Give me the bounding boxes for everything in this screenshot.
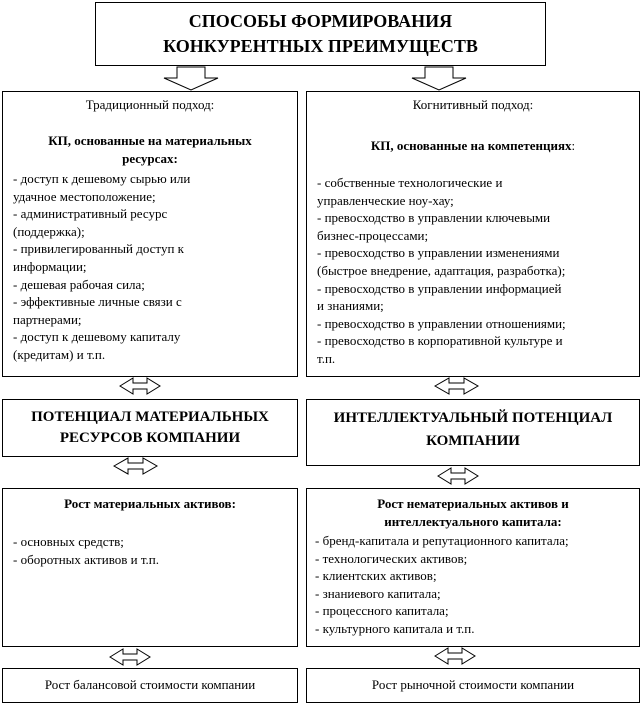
traditional-approach-label: Традиционный подход: <box>85 97 215 112</box>
list-item: партнерами; <box>13 311 82 327</box>
cognitive-heading <box>307 137 639 155</box>
list-item: - культурного капитала и т.п. <box>315 620 475 636</box>
intellectual-potential-line-2: КОМПАНИИ <box>426 433 520 449</box>
list-item: - превосходство в управлении ключевыми <box>317 210 551 226</box>
list-item: (кредитам) и т.п. <box>13 346 106 362</box>
traditional-list <box>13 170 190 364</box>
list-item: - административный ресурс <box>13 206 168 222</box>
list-item: - превосходство в управлении изменениями <box>317 245 560 261</box>
list-item: - превосходство в управлении отношениями; <box>317 315 566 331</box>
list-item: - бренд-капитала и репутационного капитала; <box>315 533 569 548</box>
list-item: - клиентских активов; <box>315 568 437 584</box>
list-item: бизнес-процессами; <box>317 227 429 243</box>
intangible-growth-list <box>315 532 569 638</box>
list-item: - технологических активов; <box>315 550 468 566</box>
list-item: управленческие ноу-хау; <box>317 192 454 208</box>
material-potential-box <box>2 399 298 457</box>
double-arrow-left-2 <box>114 458 157 474</box>
traditional-approach-box <box>2 91 298 377</box>
double-arrow-right-3 <box>435 648 475 664</box>
double-arrow-right-1 <box>435 378 478 394</box>
cognitive-heading-text: КП, основанные на компетенциях <box>370 138 572 153</box>
cognitive-heading-suffix: : <box>571 138 576 153</box>
list-item: - оборотных активов и т.п. <box>13 551 160 567</box>
intangible-growth-heading-line-2: интеллектуального капитала: <box>384 514 562 529</box>
list-item: (поддержка); <box>13 223 85 239</box>
list-item: (быстрое внедрение, адаптация, разработка); <box>317 262 566 278</box>
list-item: - доступ к дешевому сырью или <box>13 171 191 186</box>
list-item: и знаниями; <box>317 298 384 314</box>
cognitive-approach-label: Когнитивный подход: <box>412 97 534 112</box>
balance-value-text: Рост балансовой стоимости компании <box>44 677 256 692</box>
intangible-growth-heading-line-1: Рост нематериальных активов и <box>377 496 569 511</box>
list-item: - процессного капитала; <box>315 603 449 619</box>
list-item: - эффективные личные связи с <box>13 294 182 310</box>
market-value-text: Рост рыночной стоимости компании <box>371 677 575 692</box>
cognitive-list <box>317 174 566 368</box>
traditional-heading-line-2: ресурсах: <box>122 151 178 166</box>
list-item: удачное местоположение; <box>13 188 156 204</box>
double-arrow-right-2 <box>438 468 478 484</box>
balance-value-box <box>2 668 298 703</box>
intellectual-potential-line-1: ИНТЕЛЛЕКТУАЛЬНЫЙ ПОТЕНЦИАЛ <box>333 410 613 426</box>
list-item: - основных средств; <box>13 534 124 549</box>
list-item: - привилегированный доступ к <box>13 241 184 257</box>
material-assets-growth-box <box>2 488 298 647</box>
traditional-heading-line-1: КП, основанные на материальных <box>48 133 252 148</box>
list-item: - превосходство в управлении информацией <box>317 280 562 296</box>
title-box <box>95 2 546 66</box>
list-item: - знаниевого капитала; <box>315 585 441 601</box>
list-item: - дешевая рабочая сила; <box>13 276 145 292</box>
list-item: - превосходство в корпоративной культуре и <box>317 333 563 349</box>
material-potential-line-1: ПОТЕНЦИАЛ МАТЕРИАЛЬНЫХ <box>31 409 269 425</box>
list-item: - собственные технологические и <box>317 175 503 190</box>
material-growth-heading: Рост материальных активов: <box>64 496 236 511</box>
material-growth-list <box>13 533 159 568</box>
intangible-assets-growth-box <box>306 488 640 647</box>
cognitive-approach-box <box>306 91 640 377</box>
arrow-down-left <box>164 67 218 90</box>
intellectual-potential-box <box>306 399 640 466</box>
list-item: т.п. <box>317 350 336 366</box>
double-arrow-left-3 <box>110 649 150 665</box>
list-item: - доступ к дешевому капиталу <box>13 329 181 345</box>
arrow-down-right <box>412 67 466 90</box>
title-line-1: СПОСОБЫ ФОРМИРОВАНИЯ <box>188 11 453 31</box>
title-line-2: КОНКУРЕНТНЫХ ПРЕИМУЩЕСТВ <box>163 36 478 56</box>
double-arrow-left-1 <box>120 378 160 394</box>
material-potential-line-2: РЕСУРСОВ КОМПАНИИ <box>59 430 241 446</box>
market-value-box <box>306 668 640 703</box>
list-item: информации; <box>13 258 87 274</box>
